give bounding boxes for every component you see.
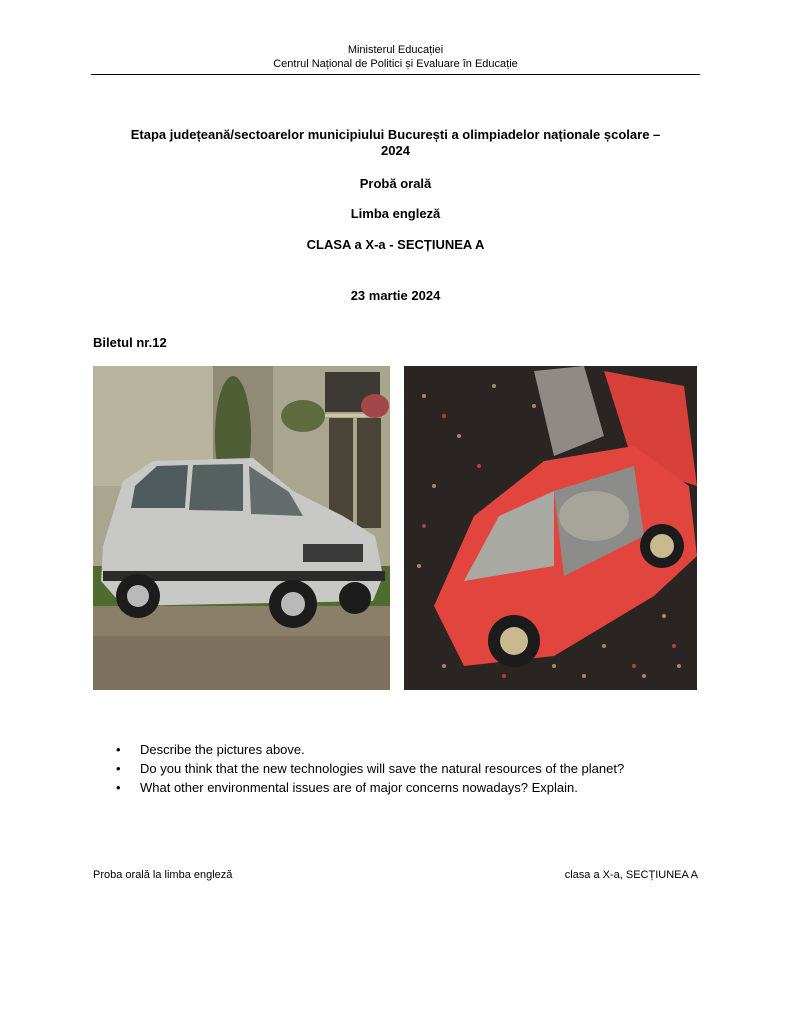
task-item: • Do you think that the new technologies will save the natural resources of the planet?	[116, 759, 716, 778]
header-divider	[91, 74, 700, 75]
subject: Limba engleză	[350, 206, 441, 221]
exam-date: 23 martie 2024	[350, 288, 441, 303]
silver-hatchback-picture	[93, 366, 390, 690]
exam-type: Probă orală	[359, 176, 432, 191]
page-title-line2: 2024	[381, 143, 410, 158]
footer-right: clasa a X-a, SECȚIUNEA A	[564, 869, 698, 881]
page-title-line1: Etapa județeană/sectoarelor municipiului București a olimpiadelor naționale școlare –	[130, 127, 661, 142]
ministry-header: Ministerul Educației	[347, 44, 444, 56]
red-concept-car-picture	[404, 366, 697, 690]
task-item: • Describe the pictures above.	[116, 740, 716, 759]
center-header: Centrul Național de Politici și Evaluare în Educație	[273, 58, 518, 70]
task-item: • What other environmental issues are of major concerns nowadays? Explain.	[116, 778, 716, 797]
class-section: CLASA a X-a - SECȚIUNEA A	[306, 237, 485, 252]
ticket-number: Biletul nr.12	[93, 335, 167, 350]
task-list	[116, 740, 716, 797]
footer-left: Proba orală la limba engleză	[93, 869, 233, 881]
